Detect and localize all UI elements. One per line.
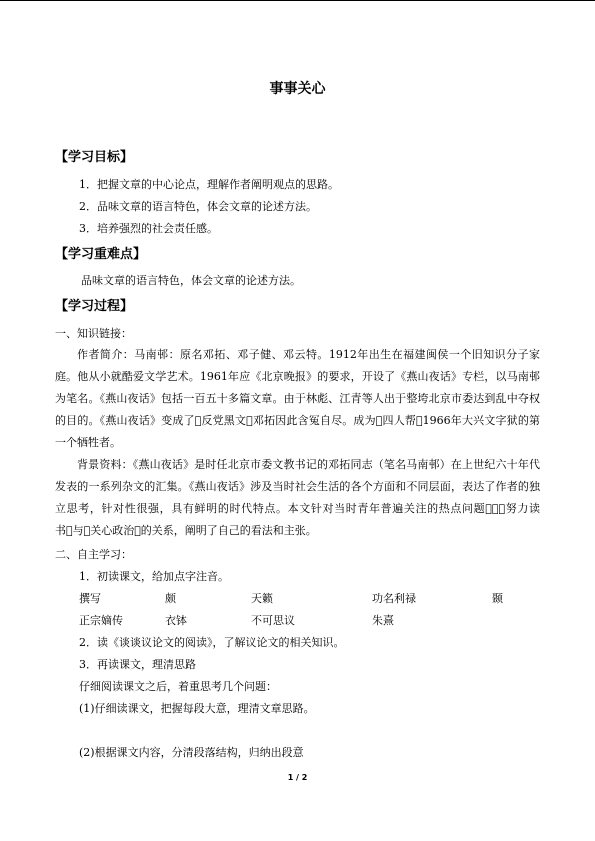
task-item: 3．再读课文，理清思路 [79, 658, 196, 671]
task-item: 2．读《谈谈议论文的阅读》，了解议论文的相关知识。 [79, 636, 345, 649]
goals-heading: 【学习目标】 [55, 150, 134, 165]
word: 不可思议 [251, 614, 295, 627]
word: 衣钵 [165, 614, 187, 627]
question: (2)根据课文内容，分清段落结构，归纳出段意 [79, 746, 304, 759]
key-heading: 【学习重难点】 [55, 247, 147, 262]
task-intro: 仔细阅读课文之后，着重思考几个问题： [79, 680, 277, 693]
word: 撰写 [79, 592, 101, 605]
page-title: 事事关心 [269, 81, 326, 97]
word: 颇 [165, 592, 176, 605]
word: 朱熹 [372, 614, 394, 627]
task-item: 1．初读课文，给加点字注音。 [79, 570, 229, 583]
author-paragraph: 作者简介：马南邨：原名邓拓、邓子健、邓云特。1912年出生在福建闽侯一个旧知识分子家庭。他从小就酷爱文学艺术。1961年应《北京晚报》的要求，开设了《燕山夜话》专栏，以马南邨为笔名。《燕山夜话》包括一百五十多篇文章。由于林彪、江青等人出于整垮北京市委达到乱中夺权的目的。《燕山夜话》变成了 反党黑文 邓拓因此含冤自尽。成为 四人帮 1966年大兴文字狱的第一个牺牲者。 [55, 348, 540, 449]
goal-item: 3．培养强烈的社会责任感。 [79, 222, 218, 235]
word: 天籁 [251, 592, 273, 605]
goal-item: 1．把握文章的中心论点，理解作者阐明观点的思路。 [79, 178, 339, 191]
word: 功名利禄 [372, 592, 416, 605]
page-number: 1 / 2 [287, 773, 308, 782]
question: (1)仔细读课文，把握每段大意，理清文章思路。 [79, 702, 315, 715]
process-heading: 【学习过程】 [55, 299, 134, 314]
part1-label: 一、知识链接： [55, 327, 132, 340]
goal-item: 2．品味文章的语言特色，体会文章的论述方法。 [79, 200, 317, 213]
header-rule [0, 0, 595, 1]
part2-label: 二、自主学习： [55, 548, 132, 561]
word: 正宗嫡传 [79, 614, 123, 627]
background-paragraph: 背景资料：《燕山夜话》是时任北京市委文教书记的邓拓同志（笔名马南邨）在上世纪六十年代发表的一系列杂文的汇集。《燕山夜话》涉及当时社会生活的各个方面和不同层面，表达了作者的独立思考，针对性很强，具有鲜明的时代特点。本文针对当时青年普遍关注的热点问题   努力读书 与 关心政治 的关系，阐明了自己的看法和主张。 [55, 458, 540, 537]
key-text: 品味文章的语言特色，体会文章的论述方法。 [81, 274, 301, 287]
word: 颞 [492, 592, 503, 605]
